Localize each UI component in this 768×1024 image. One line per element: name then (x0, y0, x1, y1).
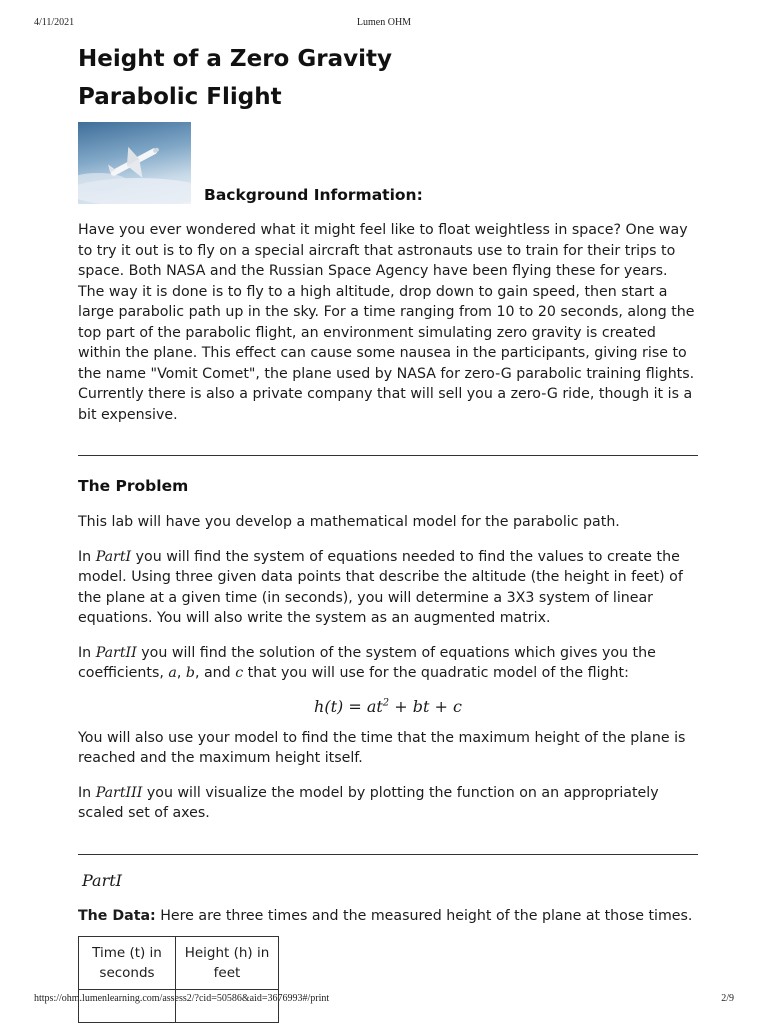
part2-description (78, 643, 698, 684)
print-footer (34, 993, 734, 1007)
data-intro (78, 906, 698, 927)
part2-prefix: In (78, 644, 96, 661)
data-table (78, 936, 279, 1023)
airplane-icon (78, 122, 191, 204)
table-header-row (79, 937, 279, 990)
part1-description (78, 547, 698, 629)
background-heading: Background Information: (204, 186, 423, 204)
background-paragraph: Have you ever wondered what it might feel like to float weightless in space? One way to try it out is to fly on a special aircraft that astronauts use to train for their trips to space. Both NASA and the Russian Space Agency have been flying these for years. The way it is done is to fly to a high altitude, drop down to gain speed, then start a large parabolic path up in the sky. For a time ranging from 10 to 20 seconds, along the top part of the parabolic flight, an environment simulating zero gravity is created within the plane. This effect can cause some nausea in the participants, giving rise to the name "Vomit Comet", the plane used by NASA for zero-G parabolic training flights. Currently there is also a private company that will sell you a zero-G ride, though it is a bit expensive. (78, 222, 695, 423)
table-header-time: Time (t) in seconds (79, 937, 176, 990)
data-label: The Data: (78, 907, 156, 924)
table-header-height: Height (h) in feet (176, 937, 279, 990)
separator-2: , and (194, 665, 236, 681)
print-page-number: 2/9 (721, 993, 734, 1004)
part1-text: you will find the system of equations needed to find the values to create the model. Using three given data points that describe the altitude (the height in feet) of the plane at a given time (in seconds), you will determine a 3X3 system of linear equations. You will also write the system as an augmented matrix. (78, 548, 683, 626)
print-site-name: Lumen OHM (356, 17, 412, 28)
page-title-line-2: Parabolic Flight (78, 84, 282, 110)
airplane-photo (78, 122, 191, 204)
part3-prefix: In (78, 784, 96, 801)
hero-section (78, 122, 698, 212)
data-text: Here are three times and the measured height of the plane at those times. (155, 907, 693, 924)
quadratic-equation (78, 697, 698, 716)
page-title-line-1: Height of a Zero Gravity (78, 46, 392, 72)
coefficient-c: c (235, 665, 244, 681)
print-date: 4/11/2021 (34, 17, 75, 28)
print-header (34, 17, 734, 31)
part2-text-a: you will find the solution of the system of equations which gives you the coefficients, (78, 644, 656, 681)
coefficient-b: b (185, 665, 195, 681)
separator-1: , (176, 665, 186, 681)
problem-heading: The Problem (78, 477, 189, 495)
part2-label: PartII (95, 644, 137, 661)
part3-label: PartIII (95, 784, 143, 801)
part3-text: you will visualize the model by plotting the function on an appropriately scaled set of axes. (78, 784, 659, 821)
coefficient-a: a (168, 665, 177, 681)
divider (78, 854, 698, 855)
equation-left: h(t) = at (314, 696, 383, 716)
part2-text-b: that you will use for the quadratic model of the flight: (243, 665, 629, 681)
divider (78, 455, 698, 456)
part3-description (78, 783, 698, 824)
print-url: https://ohm.lumenlearning.com/assess2/?cid=50586&aid=3676993#/print (34, 993, 330, 1004)
problem-intro: This lab will have you develop a mathematical model for the parabolic path. (78, 514, 620, 530)
part1-label: PartI (95, 548, 132, 565)
equation-right: + bt + c (389, 696, 462, 716)
part1-prefix: In (78, 548, 96, 565)
equation-exponent: 2 (382, 697, 390, 709)
max-height-text: You will also use your model to find the time that the maximum height of the plane is reached and the maximum height itself. (78, 729, 686, 766)
section-part1-label: PartI (82, 870, 122, 890)
page-content (78, 40, 698, 1023)
